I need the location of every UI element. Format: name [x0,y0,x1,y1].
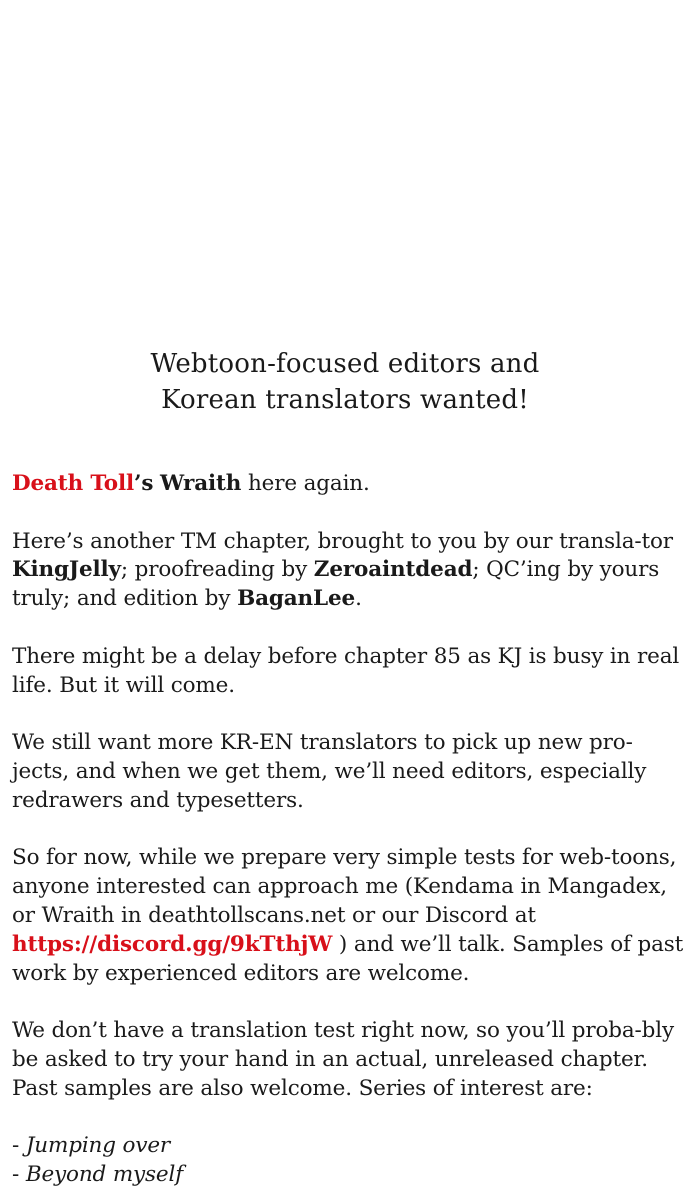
notice-body [12,470,688,1190]
contact-text-end: ) and we’ll talk. Samples of past work by experienced editors are welcome. [12,931,684,986]
translation-test-paragraph: We don’t have a translation test right now, so you’ll proba-bly be asked to try your hand in an actual, unreleased chapter. Past samples are also welcome. Series of interest are: [12,1018,674,1101]
credits-paragraph [12,528,688,614]
series-dash: - [12,1162,26,1188]
qc-label: ; QC’ing by yours truly; and edition by [12,557,660,612]
credits-end: . [355,586,362,612]
series-item [12,1132,688,1161]
delay-paragraph: There might be a delay before chapter 85 as KJ is busy in real life. But it will come. [12,643,680,698]
editor-name: BaganLee [237,586,356,612]
proofreading-label: ; proofreading by [120,557,314,583]
credits-intro: Here’s another TM chapter, brought to you by our transla-tor [12,528,673,554]
translator-name: KingJelly [12,557,121,583]
contact-text: So for now, while we prepare very simple tests for web-toons, anyone interested can approach me (Kendama in Mangadex, or Wraith in deathtollscans.net or our Discord at [12,845,677,928]
group-name: Death Toll [12,471,135,496]
proofreader-name: Zeroaintdead [313,557,473,583]
heading-line-1: Webtoon-focused editors and [150,349,540,379]
contact-paragraph [12,844,688,988]
recruit-paragraph: We still want more KR-EN translators to pick up new pro-jects, and when we get them, we’ll need editors, especially redrawers and typesetters. [12,730,647,813]
recruitment-heading [0,346,690,418]
series-list [12,1132,688,1190]
series-dash: - [12,1133,26,1159]
series-title: Beyond myself [25,1162,184,1188]
possessive: ’s [134,471,154,496]
greeting-rest: here again. [241,471,370,496]
series-item [12,1161,688,1190]
series-title: Jumping over [25,1133,171,1159]
greeting-paragraph [12,470,688,499]
heading-line-2: Korean translators wanted! [161,385,529,415]
author-name: Wraith [160,471,242,496]
discord-link[interactable]: https://discord.gg/9kTthjW [12,931,333,957]
